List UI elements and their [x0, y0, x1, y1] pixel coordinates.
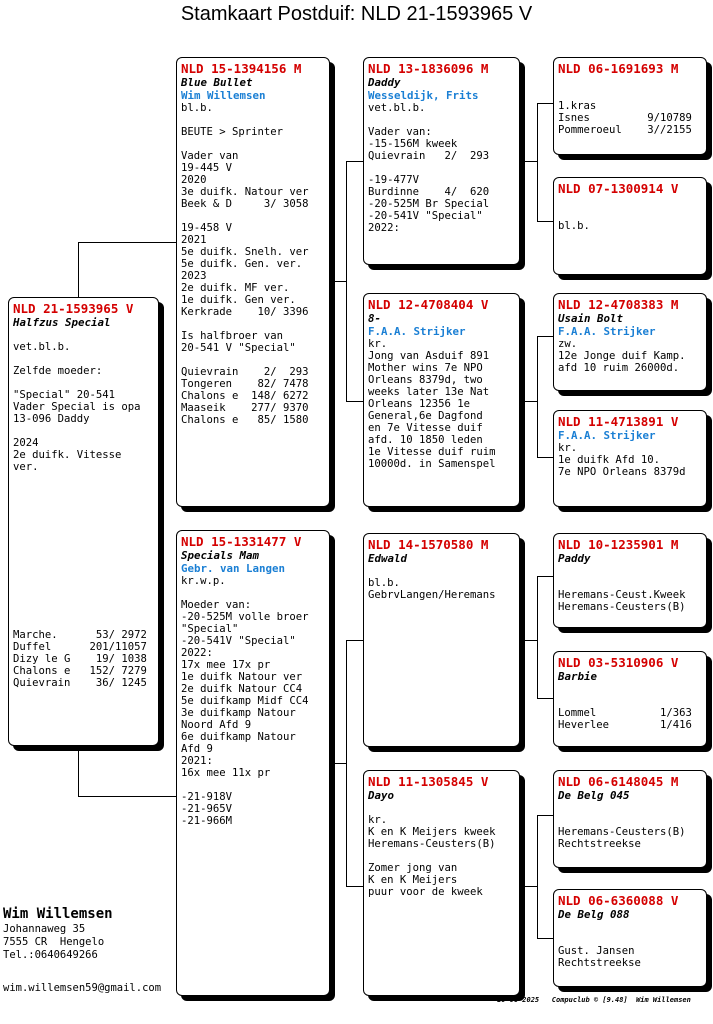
pigeon-name: Barbie — [558, 670, 598, 683]
pedigree-text-line: Afd 9 — [181, 743, 213, 755]
page-title: Stamkaart Postduif: NLD 21-1593965 V — [180, 3, 533, 25]
connector — [330, 763, 347, 764]
connector — [537, 336, 553, 337]
pedigree-text-line — [13, 509, 154, 521]
pedigree-text-line — [13, 425, 154, 437]
breeder-name: Gebr. van Langen — [181, 562, 286, 575]
pedigree-text-line — [558, 196, 702, 208]
pedigree-text-line: Vader van — [181, 150, 239, 162]
pedigree-text-line — [13, 377, 154, 389]
pedigree-text-line: 3e duifkamp Natour — [181, 707, 296, 719]
pedigree-text-line — [13, 485, 154, 497]
registration-number: NLD 10-1235901 M — [558, 537, 679, 552]
pedigree-text-line: Pommeroeul 3//2155 — [558, 124, 692, 136]
pedigree-text-line: Chalons e 152/ 7279 — [13, 665, 147, 677]
registration-number: NLD 12-4708383 M — [558, 297, 679, 312]
registration-number: NLD 11-1305845 V — [368, 774, 489, 789]
connector — [520, 161, 538, 162]
connector — [537, 938, 553, 939]
pigeon-name: Paddy — [558, 552, 591, 565]
pedigree-text-line: -21-918V — [181, 791, 233, 803]
pedigree-card-ggp-7[interactable] — [553, 770, 707, 868]
pedigree-text-line: Zomer jong van — [368, 862, 458, 874]
pedigree-text-line — [558, 814, 702, 826]
pedigree-text-line: Is halfbroer van — [181, 330, 284, 342]
pedigree-text-line: 12e Jonge duif Kamp. — [558, 350, 686, 362]
registration-number: NLD 12-4708404 V — [368, 297, 489, 312]
pedigree-text-line: Marche. 53/ 2972 — [13, 629, 147, 641]
pedigree-text-line — [558, 933, 702, 945]
connector — [537, 457, 553, 458]
pedigree-text-line: "Special" — [181, 623, 239, 635]
pedigree-text-line — [13, 605, 154, 617]
pedigree-text-line: 6e duifkamp Natour — [181, 731, 296, 743]
connector — [330, 281, 347, 282]
pedigree-text-line: Lommel 1/363 — [558, 707, 692, 719]
pedigree-text-line: K en K Meijers — [368, 874, 458, 886]
owner-phone: Tel.:0640649266 — [3, 949, 98, 961]
pedigree-text-line: Quievrain 2/ 293 — [368, 150, 490, 162]
pedigree-text-line — [558, 695, 702, 707]
connector — [537, 698, 553, 699]
registration-number: NLD 06-1691693 M — [558, 61, 679, 76]
pedigree-text-line: -20-541V "Special" — [181, 635, 296, 647]
pedigree-text-line: vet.bl.b. — [368, 102, 426, 114]
pedigree-text-line: en 7e Vitesse duif — [368, 422, 483, 434]
connector — [78, 796, 176, 797]
pedigree-text-line — [13, 569, 154, 581]
pedigree-text-line — [368, 162, 515, 174]
pedigree-text-line: Duffel 201/11057 — [13, 641, 147, 653]
connector — [78, 746, 79, 796]
pedigree-text-line — [13, 473, 154, 485]
pedigree-text-line: Maaseik 277/ 9370 — [181, 402, 309, 414]
pedigree-card-ggp-1[interactable] — [553, 57, 707, 155]
pedigree-text-line: 7e NPO Orleans 8379d — [558, 466, 686, 478]
pedigree-text-line: Heremans-Ceust.Kweek — [558, 589, 686, 601]
pedigree-text-line: 5e duifkamp Midf CC4 — [181, 695, 309, 707]
breeder-name: F.A.A. Strijker — [558, 325, 656, 338]
connector — [537, 103, 553, 104]
pedigree-card-father[interactable] — [176, 57, 330, 507]
registration-number: NLD 21-1593965 V — [13, 301, 134, 316]
pedigree-text-line — [13, 497, 154, 509]
pedigree-text-line: -20-541V "Special" — [368, 210, 483, 222]
connector — [537, 815, 553, 816]
pedigree-text-line: Rechtstreekse — [558, 957, 641, 969]
pedigree-text-line: 19-445 V — [181, 162, 233, 174]
pedigree-text-line: -20-525M volle broer — [181, 611, 309, 623]
pedigree-text-line: Dizy le G 19/ 1038 — [13, 653, 147, 665]
pedigree-text-line: 10000d. in Samenspel — [368, 458, 496, 470]
pedigree-text-line: "Special" 20-541 — [13, 389, 116, 401]
pedigree-text-line: afd. 10 1850 leden — [368, 434, 483, 446]
pedigree-text-line: 2e duifk. Vitesse — [13, 449, 122, 461]
pedigree-text-line — [181, 114, 325, 126]
pedigree-text-line — [181, 318, 325, 330]
pedigree-text-line: 1e duifk Natour ver — [181, 671, 303, 683]
pedigree-text-line: weeks later 13e Nat — [368, 386, 490, 398]
pedigree-text-line: 1.kras — [558, 100, 597, 112]
pedigree-text-line: -21-966M — [181, 815, 233, 827]
connector — [537, 103, 538, 221]
pedigree-text-line — [558, 577, 702, 589]
pedigree-text-line: 2024 — [13, 437, 39, 449]
pedigree-text-line: Tongeren 82/ 7478 — [181, 378, 309, 390]
pedigree-text-line — [368, 565, 515, 577]
pedigree-text-line: 19-458 V — [181, 222, 233, 234]
pedigree-text-line: Beek & D 3/ 3058 — [181, 198, 309, 210]
pedigree-text-line: kr. — [368, 814, 388, 826]
pedigree-text-line: bl.b. — [368, 577, 400, 589]
pedigree-text-line — [558, 88, 702, 100]
pedigree-text-line: -15-156M kweek — [368, 138, 458, 150]
pedigree-text-line: Chalons e 148/ 6272 — [181, 390, 309, 402]
credits: 10-06-2025 Compuclub © [9.48] Wim Willemsen — [497, 996, 691, 1004]
connector — [520, 886, 538, 887]
pedigree-text-line: Chalons e 85/ 1580 — [181, 414, 309, 426]
pedigree-card-subject[interactable] — [8, 297, 159, 746]
pedigree-text-line: Moeder van: — [181, 599, 252, 611]
pedigree-text-line: 2e duifk Natour CC4 — [181, 683, 303, 695]
pigeon-name: Dayo — [368, 789, 395, 802]
pedigree-text-line: 2021 — [181, 234, 207, 246]
connector — [537, 576, 553, 577]
pedigree-text-line — [13, 581, 154, 593]
pedigree-text-line: kr. — [368, 338, 388, 350]
pigeon-name: Usain Bolt — [558, 312, 624, 325]
connector — [78, 242, 176, 243]
pedigree-text-line: General,6e Dagfond — [368, 410, 483, 422]
connector — [520, 640, 538, 641]
connector — [520, 401, 538, 402]
connector — [537, 815, 538, 938]
connector — [346, 886, 363, 887]
pedigree-text-line: Mother wins 7e NPO — [368, 362, 483, 374]
pedigree-text-line: Heremans-Ceusters(B) — [558, 826, 686, 838]
pedigree-text-line — [368, 850, 515, 862]
registration-number: NLD 03-5310906 V — [558, 655, 679, 670]
breeder-name: F.A.A. Strijker — [368, 325, 466, 338]
owner-address-city: 7555 CR Hengelo — [3, 936, 105, 948]
pedigree-text-line: 2021: — [181, 755, 213, 767]
pedigree-text-line: 1e Vitesse duif ruim — [368, 446, 496, 458]
pedigree-text-line: 13-096 Daddy — [13, 413, 90, 425]
registration-number: NLD 06-6360088 V — [558, 893, 679, 908]
pedigree-text-line — [13, 545, 154, 557]
pedigree-text-line: 2e duifk. MF ver. — [181, 282, 290, 294]
pedigree-text-line — [181, 138, 325, 150]
pedigree-text-line: Orleans 8379d, two — [368, 374, 483, 386]
owner-address-street: Johannaweg 35 — [3, 923, 86, 935]
pedigree-text-line: puur voor de kweek — [368, 886, 483, 898]
registration-number: NLD 15-1394156 M — [181, 61, 302, 76]
pedigree-text-line: 5e duifk. Gen. ver. — [181, 258, 303, 270]
pedigree-text-line: Heremans-Ceusters(B) — [368, 838, 496, 850]
pigeon-name: Edwald — [368, 552, 408, 565]
pedigree-text-line: -19-477V — [368, 174, 420, 186]
pigeon-name: Halfzus Special — [13, 316, 111, 329]
connector — [537, 336, 538, 457]
pedigree-text-line: Heverlee 1/416 — [558, 719, 692, 731]
pigeon-name: De Belg 088 — [558, 908, 630, 921]
pedigree-text-line: -20-525M Br Special — [368, 198, 490, 210]
pedigree-text-line: BEUTE > Sprinter — [181, 126, 284, 138]
registration-number: NLD 11-4713891 V — [558, 414, 679, 429]
registration-number: NLD 07-1300914 V — [558, 181, 679, 196]
pedigree-text-line: kr.w.p. — [181, 575, 226, 587]
owner-email[interactable]: wim.willemsen59@gmail.com — [3, 982, 162, 994]
pedigree-text-line: 17x mee 17x pr — [181, 659, 271, 671]
breeder-name: F.A.A. Strijker — [558, 429, 656, 442]
pedigree-text-line: Gust. Jansen — [558, 945, 635, 957]
pedigree-text-line: -21-965V — [181, 803, 233, 815]
connector — [346, 161, 363, 162]
pedigree-text-line — [558, 565, 702, 577]
pedigree-card-ggp-5[interactable] — [553, 533, 707, 628]
pigeon-name: De Belg 045 — [558, 789, 630, 802]
pedigree-text-line: kr. — [558, 442, 578, 454]
pedigree-text-line: 3e duifk. Natour ver — [181, 186, 309, 198]
owner-name: Wim Willemsen — [3, 906, 113, 922]
pedigree-text-line: Noord Afd 9 — [181, 719, 252, 731]
pedigree-text-line — [181, 210, 325, 222]
pedigree-card-mother[interactable] — [176, 530, 330, 996]
pedigree-text-line: Kerkrade 10/ 3396 — [181, 306, 309, 318]
pedigree-card-paternal-grandfather[interactable] — [363, 57, 520, 265]
connector — [346, 640, 363, 641]
pedigree-text-line: vet.bl.b. — [13, 341, 71, 353]
pedigree-text-line: Vader van: — [368, 126, 432, 138]
pigeon-name: Blue Bullet — [181, 76, 253, 89]
pigeon-name: 8- — [368, 312, 382, 325]
pigeon-name: Daddy — [368, 76, 401, 89]
pigeon-name: Specials Mam — [181, 549, 260, 562]
pedigree-text-line: 2023 — [181, 270, 207, 282]
pedigree-text-line: 1e duifk. Gen ver. — [181, 294, 296, 306]
pedigree-text-line — [368, 802, 515, 814]
pedigree-text-line — [368, 114, 515, 126]
pedigree-text-line: Rechtstreekse — [558, 838, 641, 850]
pedigree-card-ggp-6[interactable] — [553, 651, 707, 747]
pedigree-text-line: Isnes 9/10789 — [558, 112, 692, 124]
pedigree-card-ggp-4[interactable] — [553, 410, 707, 507]
pedigree-text-line: 2020 — [181, 174, 207, 186]
registration-number: NLD 15-1331477 V — [181, 534, 302, 549]
pedigree-text-line — [13, 557, 154, 569]
pedigree-text-line: Heremans-Ceusters(B) — [558, 601, 686, 613]
pedigree-card-maternal-grandfather[interactable] — [363, 533, 520, 747]
pedigree-text-line: Jong van Asduif 891 — [368, 350, 490, 362]
pedigree-text-line — [181, 779, 325, 791]
pedigree-text-line: 2022: — [368, 222, 400, 234]
pedigree-text-line: 20-541 V "Special" — [181, 342, 296, 354]
pedigree-text-line — [181, 354, 325, 366]
pedigree-text-line: afd 10 ruim 26000d. — [558, 362, 680, 374]
pedigree-text-line: Quievrain 36/ 1245 — [13, 677, 147, 689]
pedigree-text-line: 5e duifk. Snelh. ver — [181, 246, 309, 258]
pedigree-text-line — [558, 683, 702, 695]
breeder-name: Wesseldijk, Frits — [368, 89, 479, 102]
pedigree-text-line: 1e duifk Afd 10. — [558, 454, 661, 466]
pedigree-text-line — [558, 76, 702, 88]
pedigree-text-line: Quievrain 2/ 293 — [181, 366, 309, 378]
pedigree-text-line: bl.b. — [558, 220, 590, 232]
pedigree-card-ggp-2[interactable] — [553, 177, 707, 275]
connector — [346, 401, 363, 402]
pedigree-text-line — [13, 521, 154, 533]
connector — [78, 242, 79, 297]
pedigree-text-line — [181, 587, 325, 599]
pedigree-text-line — [558, 921, 702, 933]
pedigree-text-line: Zelfde moeder: — [13, 365, 103, 377]
registration-number: NLD 06-6148045 M — [558, 774, 679, 789]
connector — [537, 576, 538, 698]
pedigree-text-line — [558, 802, 702, 814]
pedigree-text-line — [13, 353, 154, 365]
breeder-name: Wim Willemsen — [181, 89, 266, 102]
pedigree-text-line: ver. — [13, 461, 39, 473]
pedigree-text-line: 2022: — [181, 647, 213, 659]
registration-number: NLD 13-1836096 M — [368, 61, 489, 76]
connector — [537, 221, 553, 222]
pedigree-text-line — [13, 533, 154, 545]
pedigree-card-maternal-grandmother[interactable] — [363, 770, 520, 996]
pedigree-card-ggp-3[interactable] — [553, 293, 707, 391]
pedigree-card-ggp-8[interactable] — [553, 889, 707, 987]
pedigree-text-line: Burdinne 4/ 620 — [368, 186, 490, 198]
pedigree-text-line: zw. — [558, 338, 578, 350]
pedigree-text-line: bl.b. — [181, 102, 213, 114]
pedigree-text-line — [13, 593, 154, 605]
pedigree-text-line: GebrvLangen/Heremans — [368, 589, 496, 601]
pedigree-text-line — [13, 617, 154, 629]
pedigree-text-line: Orleans 12356 1e — [368, 398, 471, 410]
pedigree-card-paternal-grandmother[interactable] — [363, 293, 520, 507]
pedigree-text-line — [558, 208, 702, 220]
pedigree-text-line: K en K Meijers kweek — [368, 826, 496, 838]
registration-number: NLD 14-1570580 M — [368, 537, 489, 552]
pedigree-text-line: Vader Special is opa — [13, 401, 141, 413]
pedigree-text-line — [13, 329, 154, 341]
pedigree-text-line: 16x mee 11x pr — [181, 767, 271, 779]
